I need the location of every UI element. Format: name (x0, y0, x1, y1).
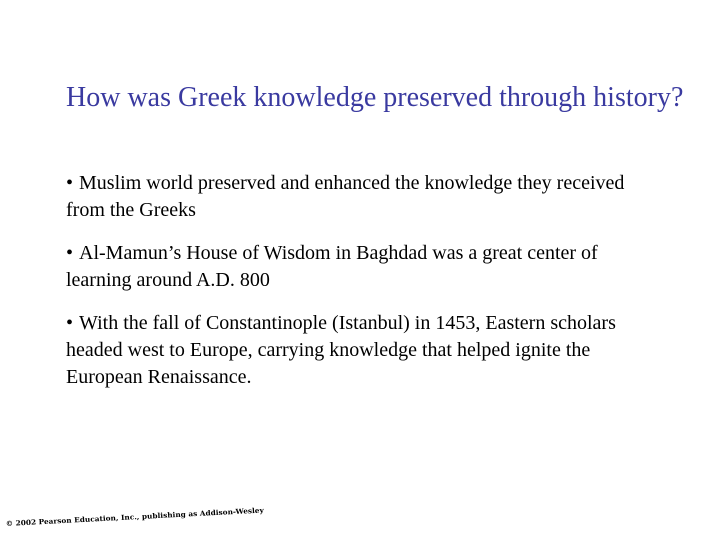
bullet-text: With the fall of Constantinople (Istanbul) in 1453, Eastern scholars headed west to Europe, carrying knowledge that helped ignite the European Renaissance. (66, 312, 616, 388)
bullet-marker: • (66, 242, 74, 264)
bullet-text: Muslim world preserved and enhanced the knowledge they received from the Greeks (66, 172, 625, 221)
bullet-list (66, 170, 666, 407)
bullet-marker: • (66, 172, 74, 194)
bullet-marker: • (66, 312, 74, 334)
slide-title: How was Greek knowledge preserved through history? (66, 82, 684, 113)
bullet-item (66, 240, 666, 294)
bullet-item (66, 310, 666, 391)
bullet-text: Al-Mamun’s House of Wisdom in Baghdad was a great center of learning around A.D. 800 (66, 242, 598, 291)
bullet-item (66, 170, 666, 224)
copyright-notice: © 2002 Pearson Education, Inc., publishing as Addison-Wesley (5, 505, 264, 528)
